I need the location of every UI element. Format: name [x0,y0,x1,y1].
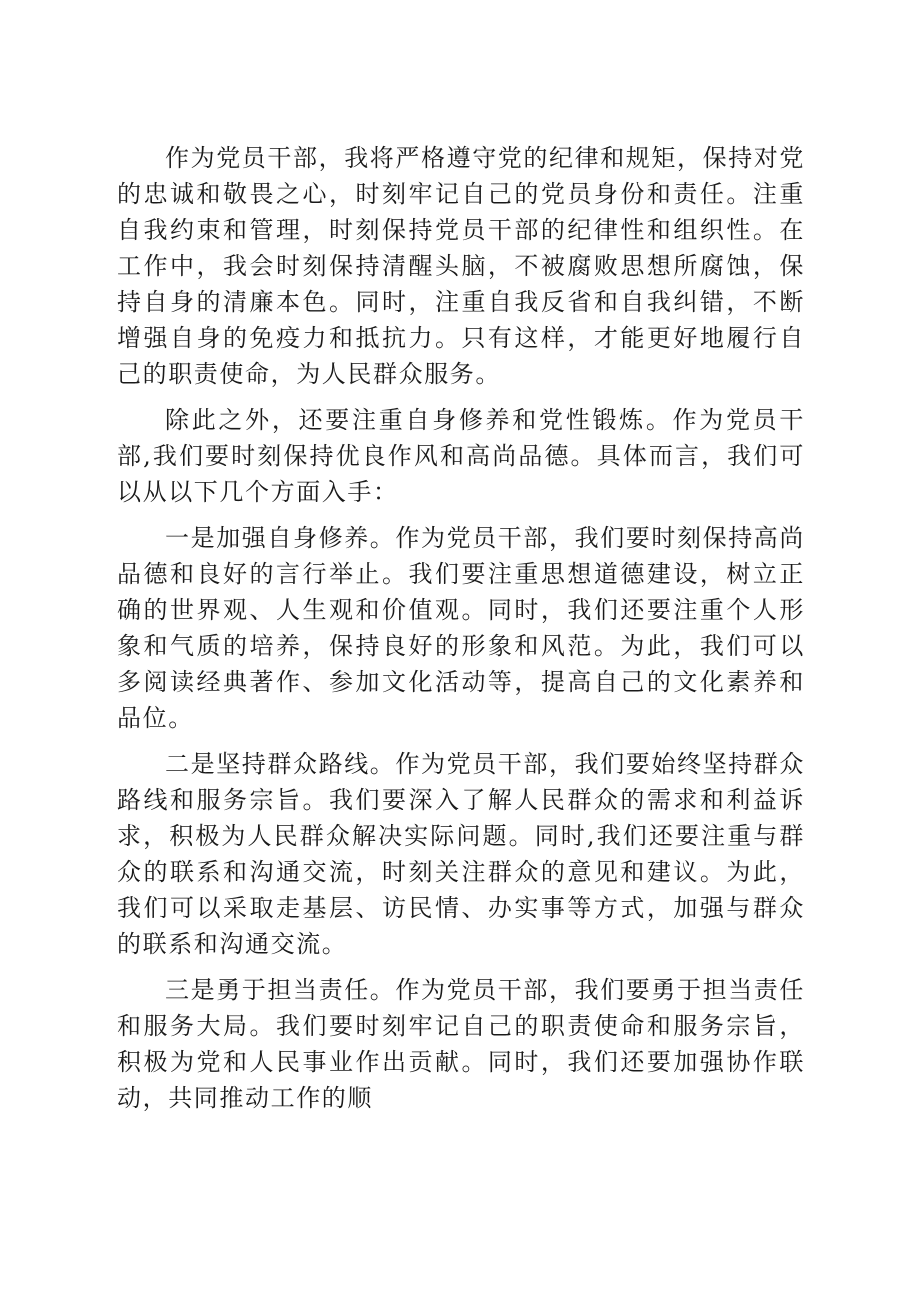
paragraph-self-cultivation-intro: 除此之外，还要注重自身修养和党性锻炼。作为党员干部,我们要时刻保持优良作风和高尚品德。具体而言，我们可以从以下几个方面入手： [117,406,805,506]
paragraph-point-three: 三是勇于担当责任。作为党员干部，我们要勇于担当责任和服务大局。我们要时刻牢记自己的职责使命和服务宗旨，积极为党和人民事业作出贡献。同时，我们还要加强协作联动，共同推动工作的顺 [117,976,805,1112]
paragraph-point-one: 一是加强自身修养。作为党员干部，我们要时刻保持高尚品德和良好的言行举止。我们要注重思想道德建设，树立正确的世界观、人生观和价值观。同时，我们还要注重个人形象和气质的培养，保持良好的形象和风范。为此，我们可以多阅读经典著作、参加文化活动等，提高自己的文化素养和品位。 [117,524,805,732]
document-body [117,140,805,1126]
paragraph-point-two: 二是坚持群众路线。作为党员干部，我们要始终坚持群众路线和服务宗旨。我们要深入了解人民群众的需求和利益诉求，积极为人民群众解决实际问题。同时,我们还要注重与群众的联系和沟通交流，时刻关注群众的意见和建议。为此，我们可以采取走基层、访民情、办实事等方式，加强与群众的联系和沟通交流。 [117,750,805,958]
paragraph-discipline: 作为党员干部，我将严格遵守党的纪律和规矩，保持对党的忠诚和敬畏之心，时刻牢记自己的党员身份和责任。注重自我约束和管理，时刻保持党员干部的纪律性和组织性。在工作中，我会时刻保持清醒头脑，不被腐败思想所腐蚀，保持自身的清廉本色。同时，注重自我反省和自我纠错，不断增强自身的免疫力和抵抗力。只有这样，才能更好地履行自己的职责使命，为人民群众服务。 [117,144,805,388]
